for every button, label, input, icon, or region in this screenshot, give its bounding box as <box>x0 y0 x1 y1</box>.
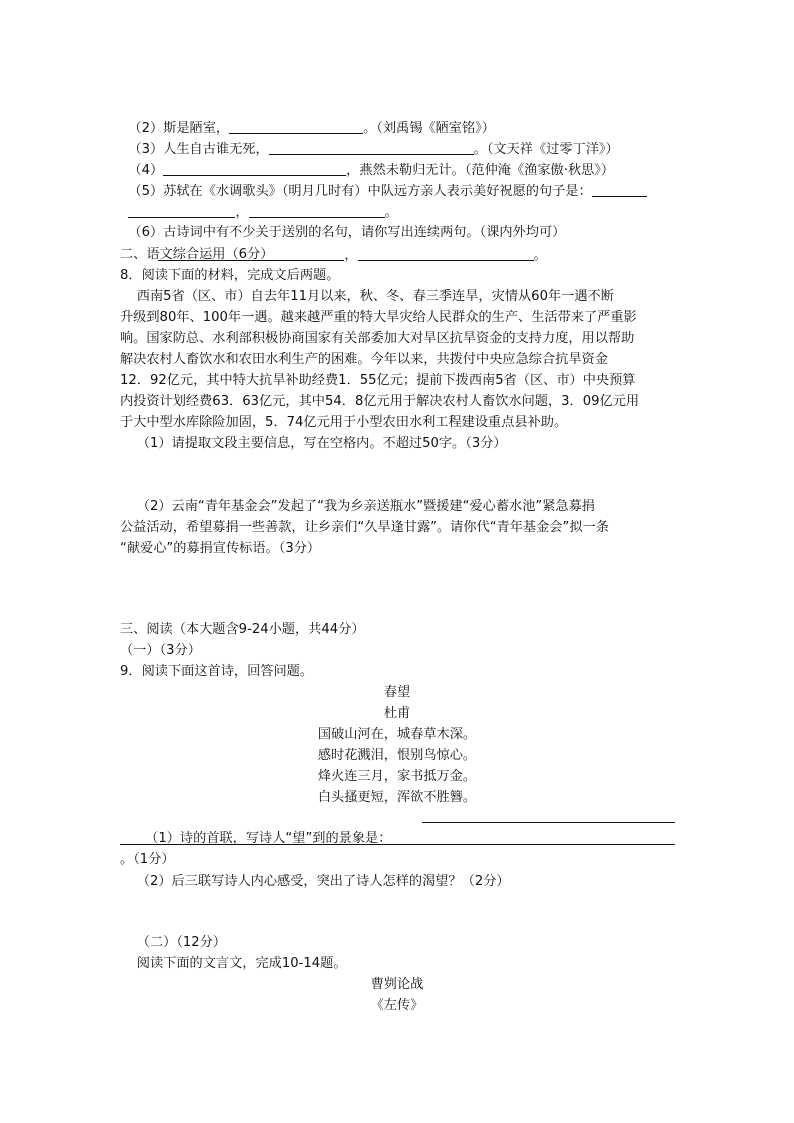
poem-line: 烽火连三月，家书抵万金。 <box>317 769 477 784</box>
section-one-label: （一）（3分） <box>120 643 201 658</box>
q10-intro: 阅读下面的文言文，完成10-14题。 <box>120 956 347 971</box>
q9-intro: 9．阅读下面这首诗，回答问题。 <box>120 664 314 679</box>
article-source: 《左传》 <box>370 998 424 1013</box>
q9-sub1-text: （1）诗的首联，写诗人“望”到的景象是： <box>128 831 392 846</box>
passage-line: 12．92亿元，其中特大抗旱补助经费1．55亿元；提前下拨西南5省（区、市）中央预算 <box>120 373 636 388</box>
poem-author: 杜甫 <box>383 706 411 721</box>
item-4-prefix: （4） <box>128 163 164 178</box>
passage-line: 响。国家防总、水利部积极协商国家有关部委加大对旱区抗旱资金的支持力度，用以帮助 <box>120 331 635 346</box>
article-title: 曹刿论战 <box>370 977 424 992</box>
q8-intro: 8．阅读下面的材料，完成文后两题。 <box>120 268 340 283</box>
item-5-blank-a[interactable] <box>592 181 647 197</box>
q9-sub1 <box>120 809 391 849</box>
q8-sub1: （1）请提取文段主要信息，写在空格内。不超过50字。（3分） <box>120 436 507 451</box>
passage-line: 于大中型水库除险加固，5．74亿元用于小型农田水利工程建设重点县补助。 <box>120 415 568 430</box>
q9-sub1-blank[interactable] <box>422 822 675 823</box>
item-3-prefix: （3）人生自古谁无死， <box>128 142 269 157</box>
item-5-sep: ， <box>235 205 249 220</box>
item-5-text: （5）苏轼在《水调歌头》（明月几时有）中队远方亲人表示美好祝愿的句子是： <box>128 184 592 199</box>
q9-sub2: （2）后三联写诗人内心感受，突出了诗人怎样的渴望？（2分） <box>120 874 510 889</box>
passage-line: 西南5省（区、市）自去年11月以来，秋、冬、春三季连旱，灾情从60年一遇不断 <box>120 289 614 304</box>
passage-line: 解决农村人畜饮水和农田水利生产的困难。今年以来，共拨付中央应急综合抗旱资金 <box>120 352 608 367</box>
passage-line: 升级到80年、100年一遇。越来越严重的特大旱灾给人民群众的生产、生活带来了严重影 <box>120 310 637 325</box>
passage-line: 内投资计划经费63．63亿元，其中54．8亿元用于解决农村人畜饮水问题，3．09亿元用 <box>120 394 640 409</box>
item-4-suffix: ，燕然未勒归无计。（范仲淹《渔家傲·秋思》） <box>346 163 615 178</box>
poem-line: 感时花溅泪，恨别鸟惊心。 <box>317 748 477 763</box>
poem-title: 春望 <box>383 685 411 700</box>
part-two-heading: 二、语文综合运用（6分） <box>120 247 274 262</box>
poem-line: 白头搔更短，浑欲不胜簪。 <box>317 790 477 805</box>
q9-sub1-end: 。（1分） <box>120 852 175 867</box>
item-3-suffix: 。（文天祥《过零丁洋》） <box>473 142 619 157</box>
item-6-end: 。 <box>533 248 547 263</box>
q8-sub2-line: （2）云南“青年基金会”发起了“我为乡亲送瓶水”暨援建“爱心蓄水池”紧急募捐 <box>120 499 595 514</box>
q8-sub2-line: “献爱心”的募捐宣传标语。（3分） <box>120 541 321 556</box>
q8-sub2-line: 公益活动，希望募捐一些善款，让乡亲们“久旱逢甘露”。请你代“青年基金会”拟一条 <box>120 520 609 535</box>
item-6-text: （6）古诗词中有不少关于送别的名句，请你写出连续两句。（课内外均可） <box>128 225 566 240</box>
poem-line: 国破山河在，城春草木深。 <box>317 727 477 742</box>
part-three-heading: 三、阅读（本大题含9-24小题，共44分） <box>120 622 365 637</box>
item-2-suffix: 。（刘禹锡《陋室铭》） <box>363 121 495 136</box>
item-5-end: 。 <box>384 205 398 220</box>
q9-sub1-blank-cont[interactable] <box>120 844 675 845</box>
item-6-blank-b[interactable] <box>358 245 534 261</box>
section-two-label: （二）（12分） <box>120 935 227 950</box>
item-2-prefix: （2）斯是陋室， <box>128 121 230 136</box>
item-6-sep: ， <box>344 248 358 263</box>
